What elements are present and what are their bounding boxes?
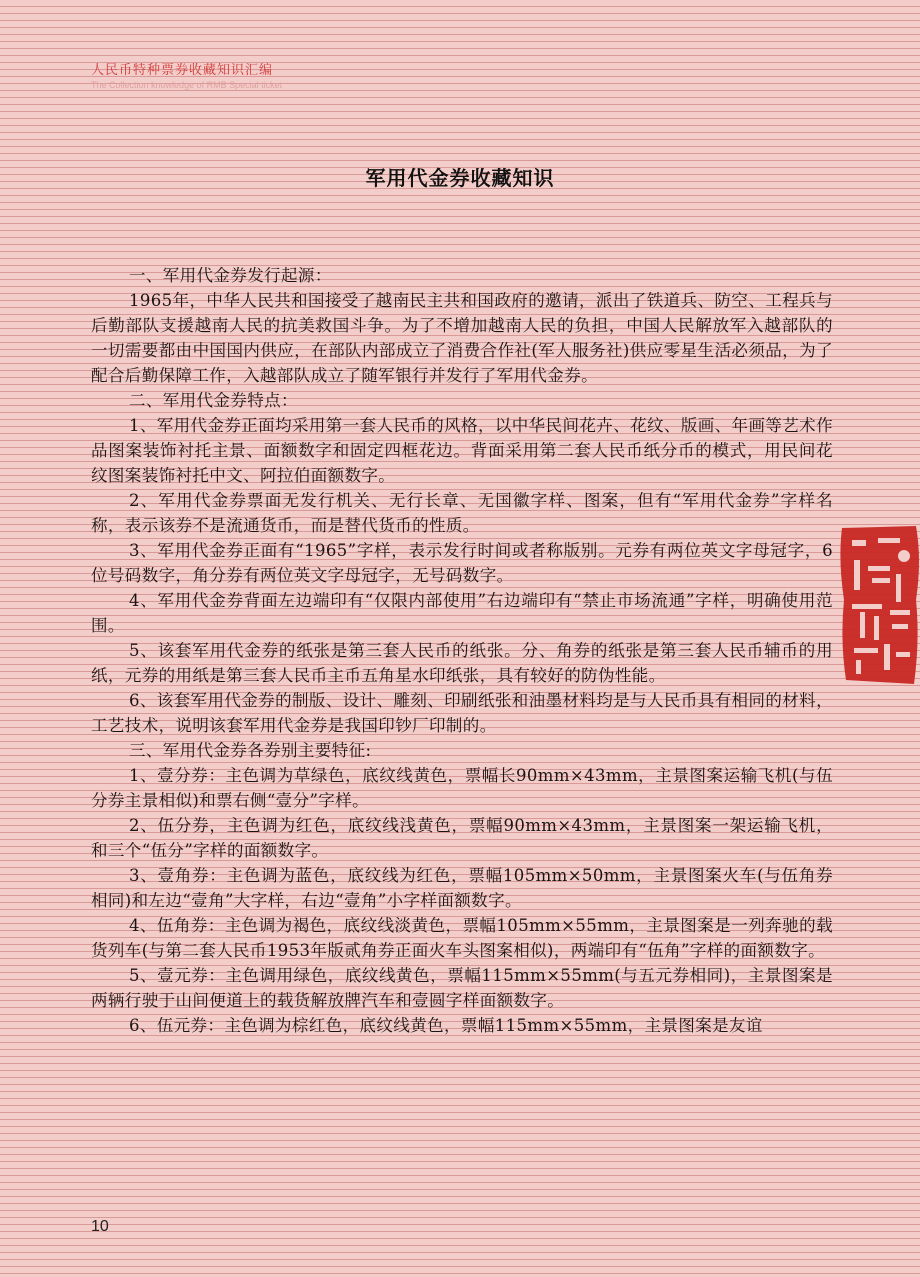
paragraph: 3、军用代金券正面有“1965”字样，表示发行时间或者称版别。元券有两位英文字母冠字，6位号码数字，角分券有两位英文字母冠字，无号码数字。 [91,541,833,585]
section-heading-features: 二、军用代金券特点： [128,391,298,410]
paragraph: 5、壹元券：主色调用绿色，底纹线黄色，票幅115mm×55mm(与五元券相同)，主景图案是两辆行驶于山间便道上的载货解放牌汽车和壹圆字样面额数字。 [91,966,833,1010]
article-body [91,263,833,1038]
section-heading-origin: 一、军用代金券发行起源： [128,266,332,285]
running-header [91,63,282,91]
paragraph: 2、伍分券，主色调为红色，底纹线浅黄色，票幅90mm×43mm，主景图案一架运输飞机，和三个“伍分”字样的面额数字。 [91,816,833,860]
paragraph: 2、军用代金券票面无发行机关、无行长章、无国徽字样、图案，但有“军用代金券”字样名称，表示该券不是流通货币，而是替代货币的性质。 [91,491,833,535]
paragraph: 5、该套军用代金券的纸张是第三套人民币的纸张。分、角券的纸张是第三套人民币辅币的用纸，元券的用纸是第三套人民币主币五角星水印纸张，具有较好的防伪性能。 [91,641,833,685]
paragraph: 4、伍角券：主色调为褐色，底纹线淡黄色，票幅105mm×55mm，主景图案是一列奔驰的载货列车(与第二套人民币1953年版贰角券正面火车头图案相似)，两端印有“伍角”字样的面额数字。 [91,916,833,960]
header-subtitle: The Collection knowledge of RMB Special ticket [91,80,283,90]
paragraph: 1、军用代金券正面均采用第一套人民币的风格，以中华民间花卉、花纹、版画、年画等艺术作品图案装饰衬托主景、面额数字和固定四框花边。背面采用第二套人民币纸分币的模式，用民间花纹图案装饰衬托中文、阿拉伯面额数字。 [91,416,833,485]
page-number: 10 [91,1218,109,1235]
paragraph: 1、壹分券：主色调为草绿色，底纹线黄色，票幅长90mm×43mm，主景图案运输飞机(与伍分券主景相似)和票右侧“壹分”字样。 [91,766,833,810]
red-seal-stamp-icon [834,520,920,690]
paragraph: 6、伍元券：主色调为棕红色，底纹线黄色，票幅115mm×55mm，主景图案是友谊 [128,1016,763,1035]
header-title: 人民币特种票券收藏知识汇编 [91,63,274,78]
paragraph: 6、该套军用代金券的制版、设计、雕刻、印刷纸张和油墨材料均是与人民币具有相同的材料，工艺技术，说明该套军用代金券是我国印钞厂印制的。 [91,691,833,735]
section-heading-denominations: 三、军用代金券各券别主要特征: [128,741,372,760]
page-title: 军用代金券收藏知识 [365,166,555,190]
paragraph: 1965年，中华人民共和国接受了越南民主共和国政府的邀请，派出了铁道兵、防空、工程兵与后勤部队支援越南人民的抗美救国斗争。为了不增加越南人民的负担，中国人民解放军入越部队的一切需要都由中国国内供应，在部队内部成立了消费合作社(军人服务社)供应零星生活必须品，为了配合后勤保障工作，入越部队成立了随军银行并发行了军用代金券。 [91,291,833,385]
paragraph: 4、军用代金券背面左边端印有“仅限内部使用”右边端印有“禁止市场流通”字样，明确使用范围。 [91,591,833,635]
paragraph: 3、壹角券：主色调为蓝色，底纹线为红色，票幅105mm×50mm，主景图案火车(与伍角券相同)和左边“壹角”大字样，右边“壹角”小字样面额数字。 [91,866,833,910]
